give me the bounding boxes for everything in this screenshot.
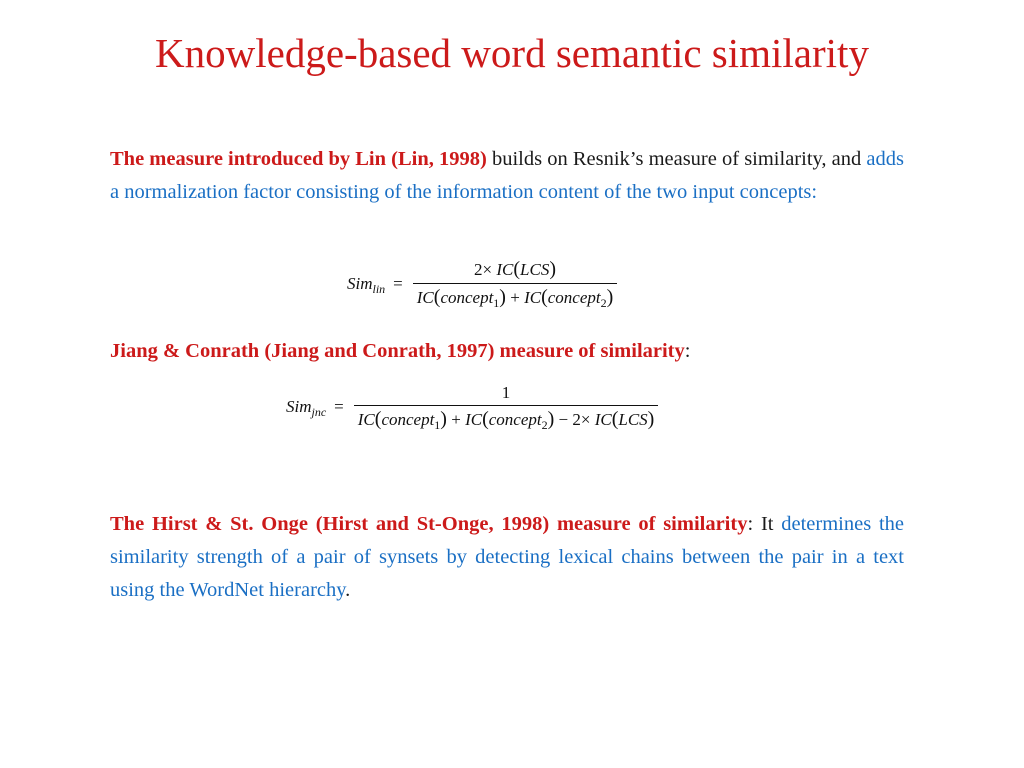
lin-denominator: IC(concept$_1$) + IC(concept$_2$) (416, 286, 614, 310)
jnc-den-func1: IC (357, 410, 375, 429)
hirst-paragraph (110, 508, 904, 607)
jnc-den-sub1: 1 (434, 418, 441, 432)
slide-title: Knowledge-based word semantic similarity (155, 30, 869, 76)
lin-equals: = (393, 273, 403, 293)
hirst-highlight: determines the similarity strength of a pair of synsets by detecting lexical chains between the pair in a text using the WordNet hierarchy (110, 513, 905, 601)
jnc-denominator: IC(concept$_1$) + IC(concept$_2$) − 2× IC(LCS) (357, 408, 655, 432)
jnc-den-plus: + (451, 410, 461, 429)
lin-den-sub1: 1 (493, 296, 500, 310)
lin-num-coef: 2× (474, 260, 493, 279)
hirst-period: . (345, 579, 351, 601)
jnc-den-func3: IC (594, 410, 612, 429)
lin-den-arg2: concept (547, 288, 601, 307)
jnc-lhs-sim: Sim (286, 397, 312, 416)
jnc-den-arg3: LCS (618, 410, 648, 429)
lin-formula (347, 258, 617, 309)
lin-lhs-sub: lin (372, 281, 386, 296)
hirst-heading: The Hirst & St. Onge (Hirst and St-Onge, 1998) measure of similarity (110, 513, 748, 535)
lin-den-plus: + (510, 288, 520, 307)
jnc-fraction (354, 383, 659, 431)
jnc-den-arg2: concept (488, 410, 542, 429)
jnc-lhs-sub: jnc (311, 405, 327, 419)
jiang-heading: Jiang & Conrath (Jiang and Conrath, 1997) measure of similarity (110, 340, 685, 362)
jnc-formula-lhs (286, 397, 326, 417)
lin-numerator: 2× IC(LCS) (474, 258, 556, 280)
lin-den-arg1: concept (440, 288, 494, 307)
lin-num-arg: LCS (520, 260, 550, 279)
lin-num-func: IC (496, 260, 514, 279)
lin-highlight: adds a normalization factor consisting of the information content of the two input concepts: (110, 148, 904, 203)
jnc-formula (286, 383, 658, 431)
hirst-it: : It (747, 513, 782, 535)
jiang-paragraph (110, 335, 904, 368)
jnc-equals: = (334, 397, 344, 416)
jnc-den-arg1: concept (381, 410, 435, 429)
lin-den-func1: IC (416, 288, 434, 307)
lin-formula-lhs (347, 274, 385, 294)
jnc-numerator: 1 (501, 383, 511, 402)
lin-paragraph (110, 143, 904, 209)
jiang-colon: : (684, 340, 691, 362)
lin-den-sub2: 2 (600, 296, 607, 310)
lin-fraction (413, 258, 618, 309)
jnc-den-minus: − 2× (558, 410, 591, 429)
lin-text: builds on Resnik’s measure of similarity, and (486, 148, 867, 170)
jnc-den-func2: IC (465, 410, 483, 429)
lin-den-func2: IC (524, 288, 542, 307)
jnc-den-sub2: 2 (541, 418, 548, 432)
lin-lhs-sim: Sim (347, 273, 373, 293)
lin-heading: The measure introduced by Lin (Lin, 1998) (110, 148, 487, 170)
